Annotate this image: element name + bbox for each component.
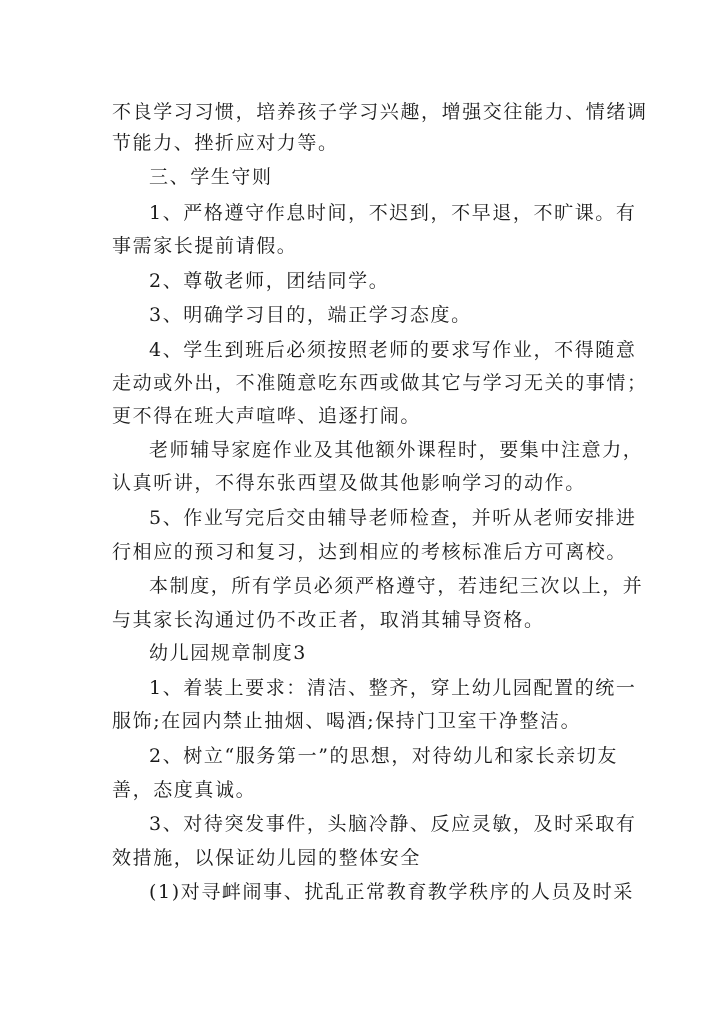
rule-item: 2、树立“服务第一”的思想，对待幼儿和家长亲切友 xyxy=(149,745,618,767)
rule-item: 1、严格遵守作息时间，不迟到，不早退，不旷课。有 xyxy=(149,202,637,224)
body-text-line: 行相应的预习和复习，达到相应的考核标准后方可离校。 xyxy=(112,541,628,563)
body-text-line: 效措施，以保证幼儿园的整体安全 xyxy=(112,847,422,869)
body-text-line: 服饰;在园内禁止抽烟、喝酒;保持门卫室干净整洁。 xyxy=(112,710,582,732)
rule-item: 3、对待突发事件，头脑冷静、反应灵敏，及时采取有 xyxy=(149,813,637,835)
paragraph-line: 本制度，所有学员必须严格遵守，若违纪三次以上，并 xyxy=(149,575,644,597)
body-text-line: 善，态度真诚。 xyxy=(112,779,257,801)
paragraph-line: 老师辅导家庭作业及其他额外课程时，要集中注意力， xyxy=(149,439,644,461)
body-text-line: 与其家长沟通过仍不改正者，取消其辅导资格。 xyxy=(112,609,545,631)
rule-item: 3、明确学习目的，端正学习态度。 xyxy=(149,304,472,326)
body-text-line: 认真听讲，不得东张西望及做其他影响学习的动作。 xyxy=(112,472,586,494)
rule-item: 2、尊敬老师，团结同学。 xyxy=(149,270,390,292)
section-title: 幼儿园规章制度3 xyxy=(149,642,307,664)
rule-item: 4、学生到班后必须按照老师的要求写作业，不得随意 xyxy=(149,339,637,361)
rule-item: 1、着装上要求：清洁、整齐，穿上幼儿园配置的统一 xyxy=(149,677,637,699)
sub-item: (1)对寻衅闹事、扰乱正常教育教学秩序的人员及时采 xyxy=(149,881,634,903)
section-heading: 三、学生守则 xyxy=(149,166,273,188)
body-text-line: 事需家长提前请假。 xyxy=(112,235,298,257)
body-text-line: 节能力、挫折应对力等。 xyxy=(112,132,339,154)
rule-item: 5、作业写完后交由辅导老师检查，并听从老师安排进 xyxy=(149,507,637,529)
body-text-line: 不良学习习惯，培养孩子学习兴趣，增强交往能力、情绪调 xyxy=(112,101,648,123)
body-text-line: 更不得在班大声喧哗、追逐打闹。 xyxy=(112,405,422,427)
body-text-line: 走动或外出，不准随意吃东西或做其它与学习无关的事情； xyxy=(112,372,648,394)
